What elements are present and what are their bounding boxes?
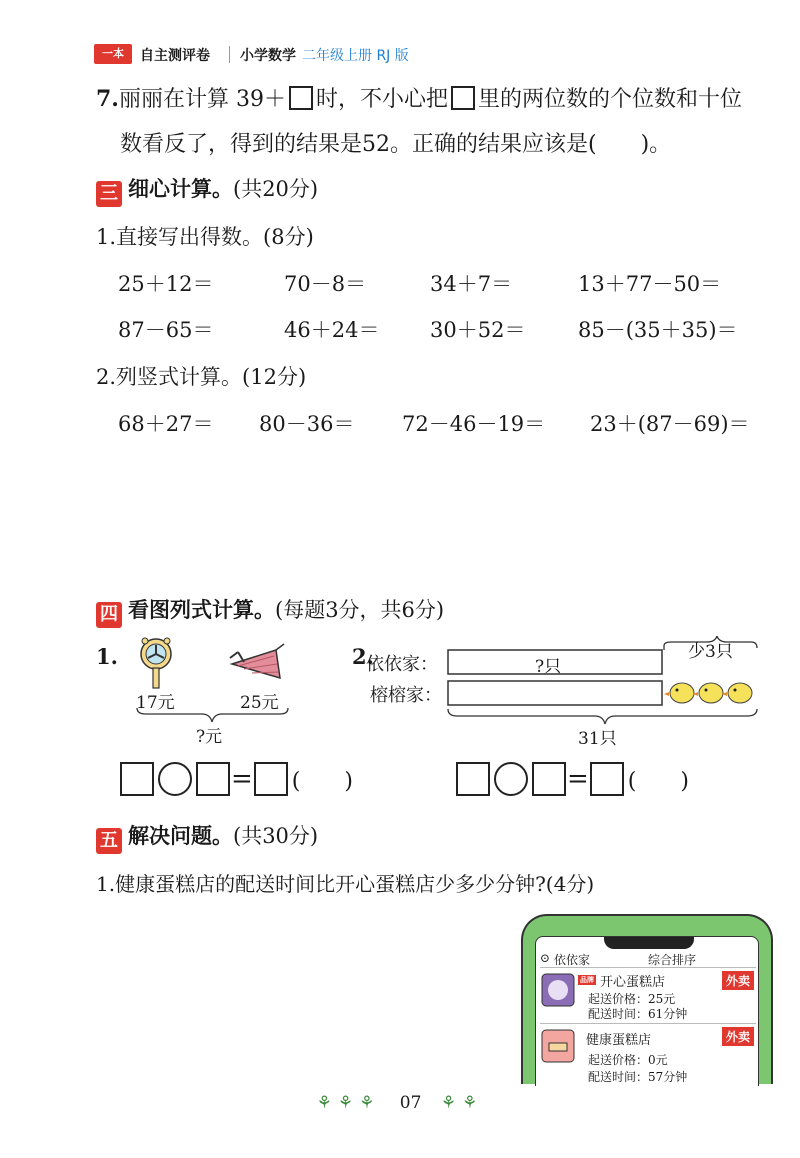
unit-paren: ( ) [627, 768, 689, 794]
series-title: 自主测评卷 [140, 48, 210, 64]
blank-box [451, 86, 475, 110]
shop2-delivery-time: 配送时间：57分钟 [588, 1070, 688, 1084]
section-3-badge: 三 [96, 181, 122, 207]
total-label: 31只 [578, 729, 617, 749]
answer-shapes-2 [456, 762, 689, 796]
shop1-delivery-tag: 外卖 [722, 971, 754, 990]
section-4-badge: 四 [96, 602, 122, 628]
section-4-heading [96, 594, 444, 628]
sec3-part1-label: 1.直接写出得数。(8分) [96, 225, 314, 249]
calc-item: 25＋12＝ [118, 272, 214, 296]
divider [540, 1023, 756, 1024]
calc-item: 34＋7＝ [430, 272, 513, 296]
bar-label-yiyi: ?只 [535, 657, 562, 677]
vertical-calc-item: 72－46－19＝ [402, 412, 546, 436]
operator-circle[interactable] [494, 762, 528, 796]
page-number: 07 [399, 1093, 422, 1113]
blank-box [289, 86, 313, 110]
section-3-heading [96, 173, 318, 207]
section-5-badge: 五 [96, 828, 122, 854]
section-5-score: (共30分) [233, 824, 319, 848]
vertical-calc-item: 80－36＝ [259, 412, 355, 436]
answer-box[interactable] [590, 762, 624, 796]
chick-icon [722, 683, 752, 703]
answer-box[interactable] [196, 762, 230, 796]
divider [540, 967, 756, 968]
sec5-q1: 1.健康蛋糕店的配送时间比开心蛋糕店少多少分钟?(4分) [96, 872, 595, 896]
page-footer [0, 1093, 800, 1113]
section-3-title: 细心计算。 [128, 176, 233, 201]
sprout-decoration-icon: ⚘⚘⚘ [316, 1093, 381, 1113]
equals-sign: = [231, 764, 253, 794]
vertical-calc-item: 68＋27＝ [118, 412, 214, 436]
q7-text-a: 丽丽在计算 39＋ [118, 87, 286, 112]
vertical-calc-item: 23＋(87－69)＝ [590, 412, 750, 436]
grade-title: 二年级上册 RJ 版 [302, 48, 409, 64]
shop1-delivery-time: 配送时间：61分钟 [588, 1007, 688, 1021]
header-divider [229, 46, 230, 63]
calc-item: 46＋24＝ [284, 318, 380, 342]
calc-item: 13＋77－50＝ [578, 272, 722, 296]
shop2-logo-icon [541, 1029, 575, 1063]
location-pin-icon: ⊙ [540, 951, 551, 965]
answer-box[interactable] [254, 762, 288, 796]
answer-box[interactable] [456, 762, 490, 796]
shop1-logo-icon [541, 973, 575, 1007]
section-3-score: (共20分) [233, 177, 319, 201]
q7-line2: 数看反了，得到的结果是52。正确的结果应该是( )。 [120, 132, 672, 157]
equals-sign: = [567, 764, 589, 794]
sec4-q1-num: 1. [96, 644, 118, 669]
phone-illustration [521, 914, 773, 1084]
shop2-delivery-tag: 外卖 [722, 1027, 754, 1046]
calc-item: 70－8＝ [284, 272, 367, 296]
price-umbrella: 25元 [240, 693, 279, 713]
section-4-title: 看图列式计算。 [128, 597, 275, 622]
phone-screen [535, 936, 759, 1086]
q7-text-b: 时，不小心把 [315, 87, 448, 112]
shop1-min-price: 起送价格：25元 [588, 992, 676, 1006]
phone-notch [604, 936, 694, 949]
operator-circle[interactable] [158, 762, 192, 796]
section-5-heading [96, 820, 318, 854]
sprout-decoration-icon: ⚘⚘ [440, 1093, 484, 1113]
umbrella-icon [230, 644, 284, 678]
fan-icon [141, 638, 171, 688]
calc-item: 87－65＝ [118, 318, 214, 342]
q7-line1 [96, 82, 742, 113]
name-yiyi: 依依家： [366, 654, 438, 675]
location-label: 依依家 [554, 953, 591, 967]
shop2-min-price: 起送价格：0元 [588, 1053, 668, 1067]
logo: 一本 [94, 44, 132, 64]
subject-title: 小学数学 [240, 48, 296, 64]
unit-paren: ( ) [291, 768, 353, 794]
shop1-brand-badge: 品牌 [580, 975, 594, 984]
answer-box[interactable] [120, 762, 154, 796]
section-5-title: 解决问题。 [128, 823, 233, 848]
answer-box[interactable] [532, 762, 566, 796]
sec4-q2-num: 2. [352, 644, 374, 669]
q7-num: 7. [96, 86, 119, 112]
answer-shapes-1 [120, 762, 353, 796]
price-fan: 17元 [136, 693, 175, 713]
name-rongrong: 榕榕家： [370, 685, 442, 706]
sec3-part2-label: 2.列竖式计算。(12分) [96, 365, 307, 389]
total-price: ?元 [196, 727, 223, 747]
section-4-score: (每题3分，共6分) [275, 598, 445, 622]
calc-item: 30＋52＝ [430, 318, 526, 342]
chick-icon [693, 683, 723, 703]
calc-item: 85－(35＋35)＝ [578, 318, 738, 342]
sort-label: 综合排序 [648, 953, 697, 967]
less-label: 少3只 [688, 642, 733, 662]
chick-icon [664, 683, 694, 703]
shop1-name: 开心蛋糕店 [600, 975, 666, 990]
q7-text-c: 里的两位数的个位数和十位 [477, 87, 742, 112]
shop2-name: 健康蛋糕店 [586, 1033, 652, 1048]
